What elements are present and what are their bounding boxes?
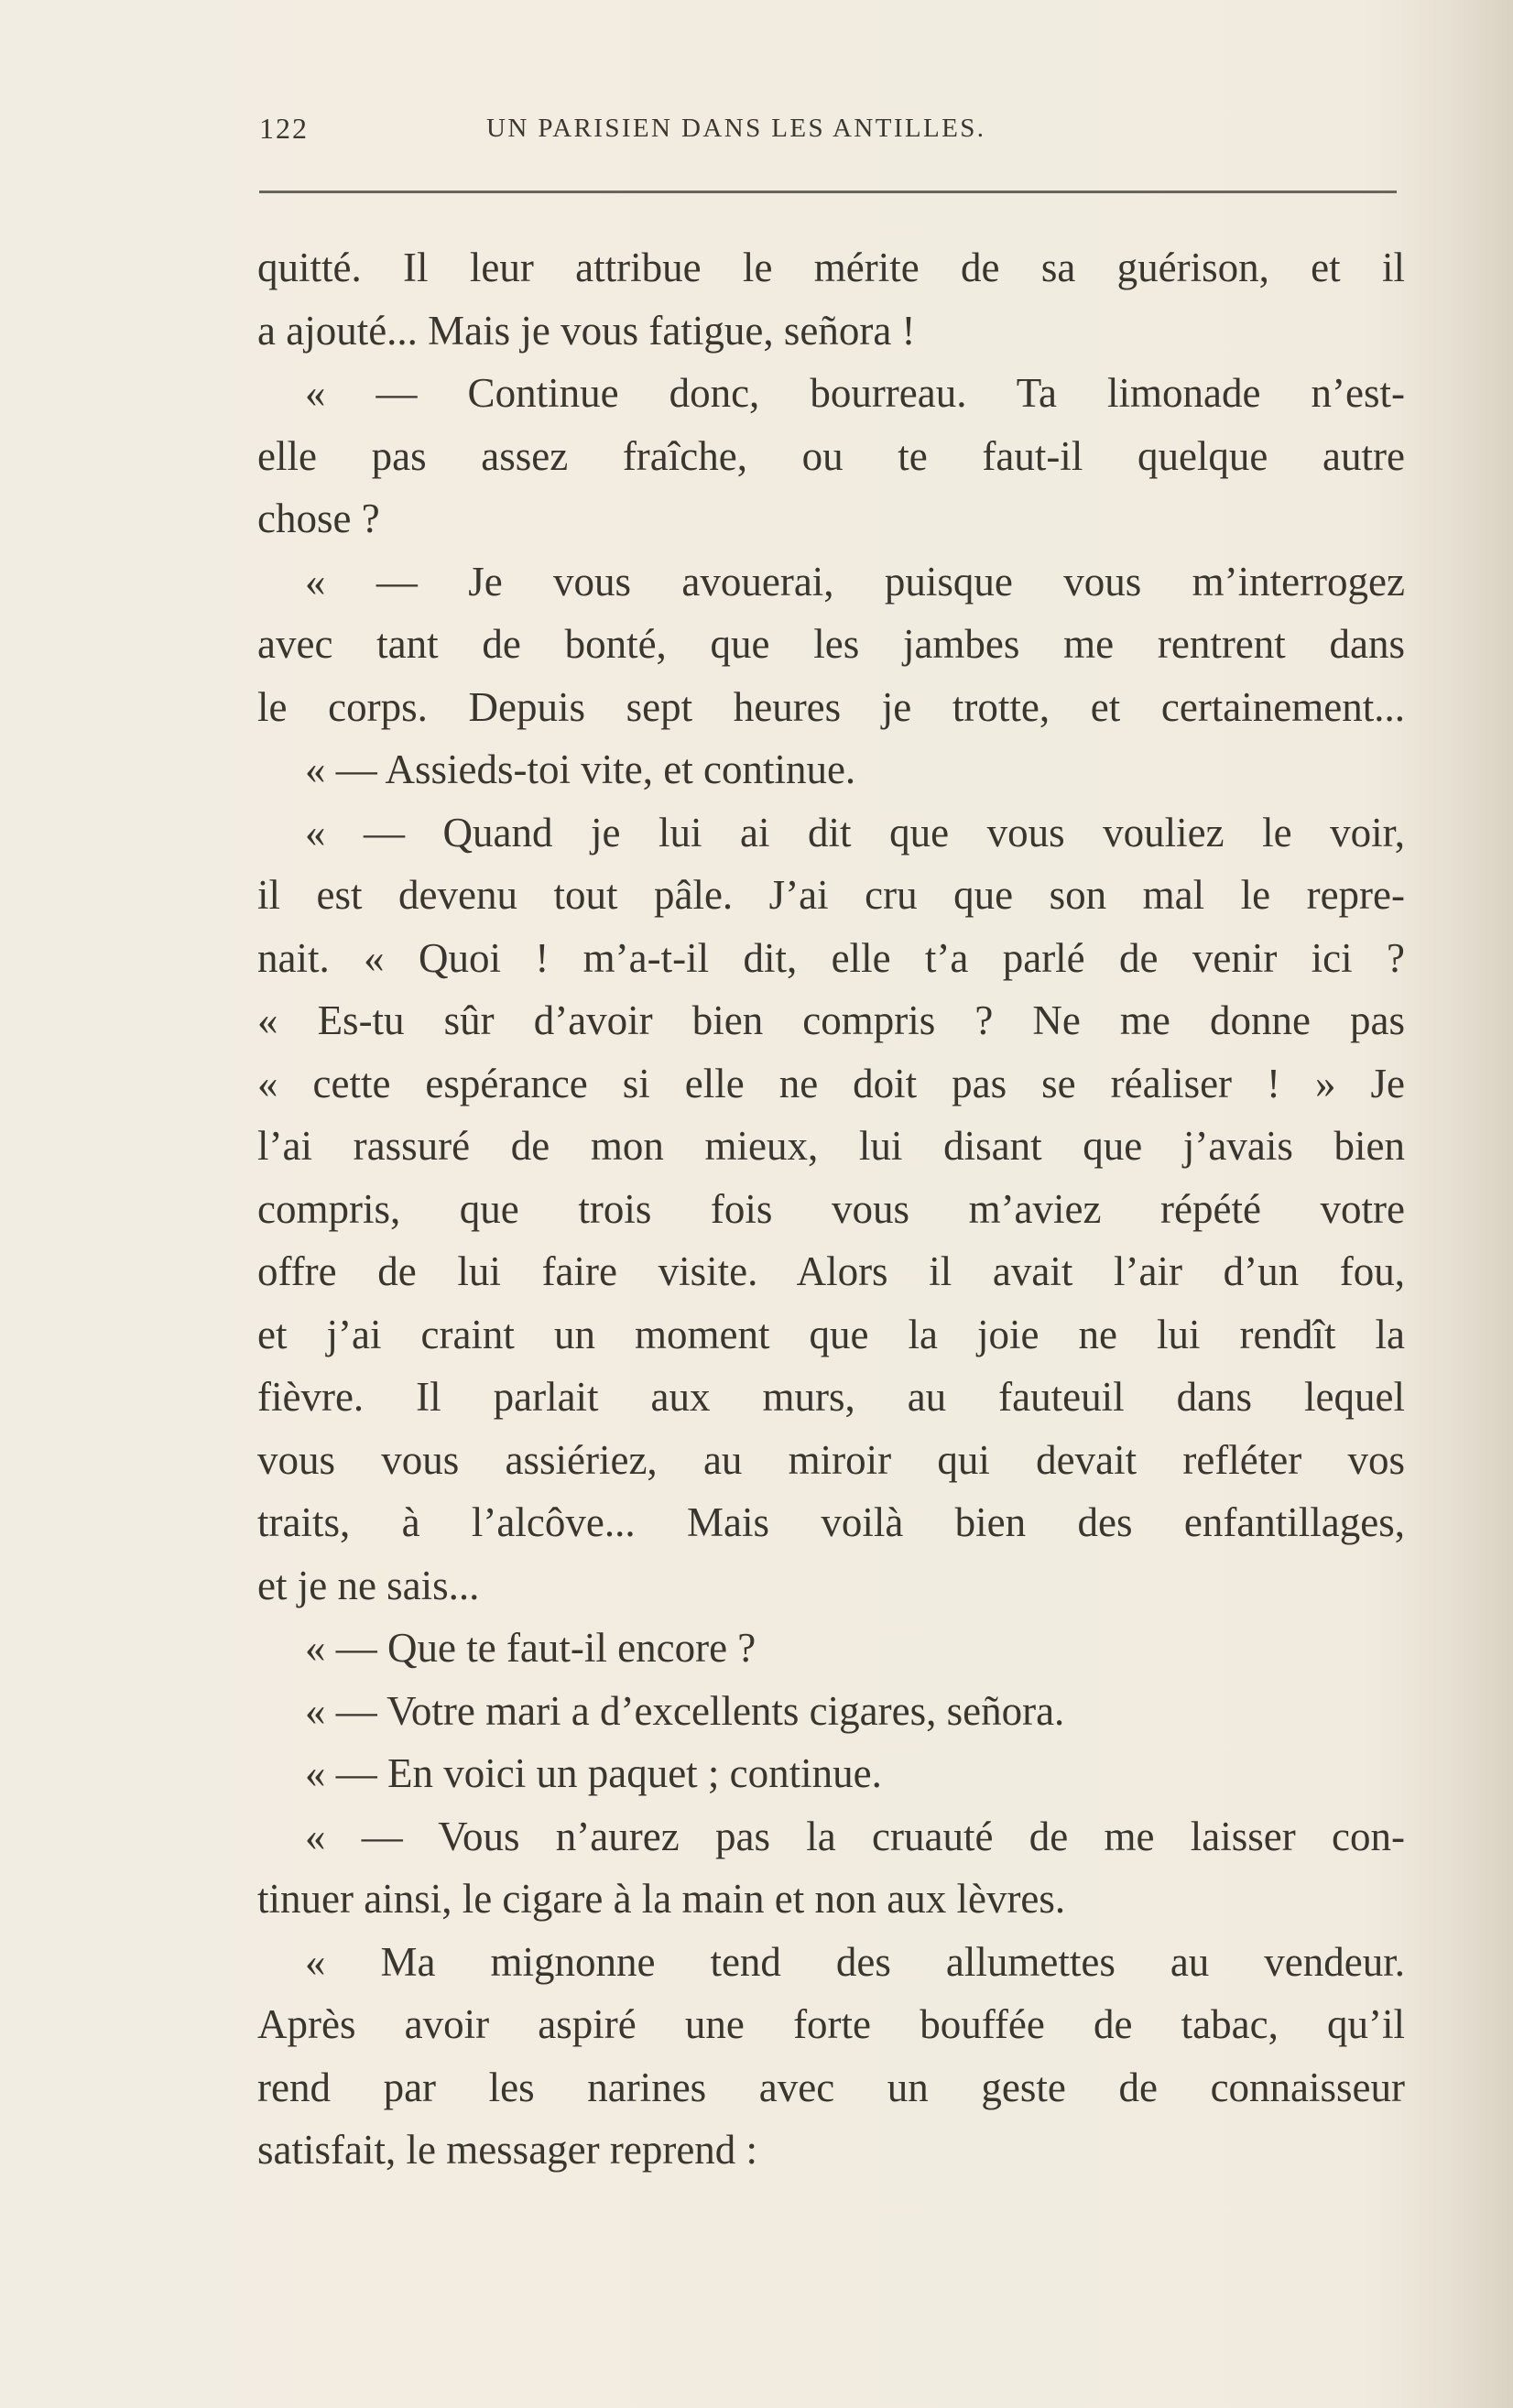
text-line: et j’ai craint un moment que la joie ne lui rendît la (257, 1311, 1405, 1357)
text-line: « — Continue donc, bourreau. Ta limonade n’est- (305, 370, 1405, 416)
text-line: avec tant de bonté, que les jambes me rentrent dans (257, 621, 1405, 667)
text-line: offre de lui faire visite. Alors il avait l’air d’un fou, (257, 1248, 1405, 1294)
text-line: le corps. Depuis sept heures je trotte, et certainement... (257, 683, 1405, 730)
text-line: rend par les narines avec un geste de connaisseur (257, 2064, 1405, 2110)
text-line: traits, à l’alcôve... Mais voilà bien des enfantillages, (257, 1499, 1405, 1545)
text-line: quitté. Il leur attribue le mérite de sa guérison, et il (257, 245, 1405, 290)
text-line: « — Quand je lui ai dit que vous vouliez le voir, (305, 809, 1405, 855)
text-line: a ajouté... Mais je vous fatigue, señora ! (257, 307, 916, 354)
text-line: Après avoir aspiré une forte bouffée de tabac, qu’il (257, 2001, 1405, 2047)
text-line: et je ne sais... (257, 1562, 480, 1608)
text-line: elle pas assez fraîche, ou te faut-il quelque autre (257, 432, 1405, 479)
text-line: satisfait, le messager reprend : (257, 2127, 758, 2173)
text-line: il est devenu tout pâle. J’ai cru que son mal le repre- (257, 872, 1405, 918)
body-text (257, 236, 1405, 2182)
text-line: « — Assieds-toi vite, et continue. (305, 746, 856, 792)
header-rule (259, 191, 1397, 193)
text-line: « cette espérance si elle ne doit pas se réaliser ! » Je (257, 1060, 1405, 1106)
text-line: nait. « Quoi ! m’a-t-il dit, elle t’a parlé de venir ici ? (257, 934, 1405, 981)
text-line: fièvre. Il parlait aux murs, au fauteuil dans lequel (257, 1374, 1405, 1420)
text-line: « — En voici un paquet ; continue. (305, 1750, 882, 1796)
text-line: « — Que te faut-il encore ? (305, 1625, 756, 1671)
text-line: « — Je vous avouerai, puisque vous m’interrogez (305, 558, 1405, 605)
text-line: l’ai rassuré de mon mieux, lui disant que j’avais bien (257, 1123, 1405, 1169)
text-line: « Ma mignonne tend des allumettes au vendeur. (305, 1938, 1405, 1985)
text-line: « — Votre mari a d’excellents cigares, señora. (305, 1687, 1065, 1734)
text-line: vous vous assiériez, au miroir qui devait refléter vos (257, 1436, 1405, 1483)
text-line: « Es-tu sûr d’avoir bien compris ? Ne me donne pas (257, 997, 1405, 1043)
text-line: tinuer ainsi, le cigare à la main et non aux lèvres. (257, 1876, 1066, 1922)
text-line: chose ? (257, 496, 380, 541)
page-number: 122 (259, 112, 309, 145)
text-line: « — Vous n’aurez pas la cruauté de me laisser con- (305, 1813, 1405, 1859)
page-header (259, 112, 1404, 158)
text-line: compris, que trois fois vous m’aviez répété votre (257, 1185, 1405, 1232)
running-title: UN PARISIEN DANS LES ANTILLES. (486, 114, 986, 143)
